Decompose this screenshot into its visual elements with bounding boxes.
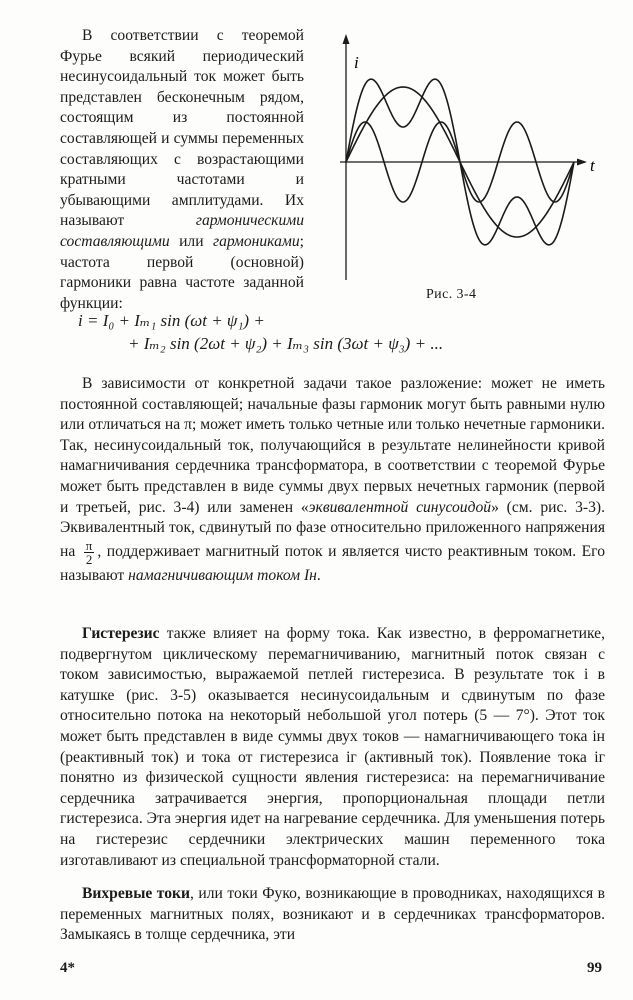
term-magnetizing-current: намагничивающим током Iн: [128, 566, 317, 584]
paragraph-a-part1: В зависимости от конкретной задачи такое разложение: может не иметь постоянной составляющей; начальные фазы гармоник могут быть равными нулю или отличаться на π; может иметь только четные или только нечетные гармоники. Так, несинусоидальный ток, получающийся в результате нелинейности кривой намагничивания сердечника трансформатора, в соответствии с теоремой Фурье может быть представлен в виде суммы двух первых нечетных гармоник (первой и третьей, рис. 3-4) или заменен «: [60, 375, 605, 516]
term-equivalent-sinusoid: эквивалентной синусоидой: [308, 498, 492, 516]
waveform-diagram: [334, 22, 614, 312]
paragraph-c-text: , или токи Фуко, возникающие в проводниках, находящихся в переменных магнитных полях, возникают и в сердечниках трансформаторов. Замыкаясь в толще сердечника, эти: [60, 885, 605, 944]
formula-line-2: + Iₘ₂ sin (2ωt + ψ₂) + Iₘ₃ sin (3ωt + ψ₃) + ...: [128, 334, 444, 353]
figure-3-4: [334, 22, 614, 312]
intro-tail: ; частота первой (основной) гармоники равна частоте заданной функции:: [60, 232, 304, 312]
signature-mark: 4*: [60, 960, 75, 976]
y-axis-arrow: [343, 34, 350, 44]
paragraph-decomposition: [60, 374, 605, 586]
paragraph-a-part3: , поддерживает магнитный поток и является чисто реактивным током. Его называют: [60, 542, 605, 584]
paragraph-hysteresis: [60, 624, 605, 871]
heading-eddy-currents: Вихревые токи: [82, 885, 191, 902]
intro-term-harmonic-components: гармоническими составляющими: [60, 212, 304, 250]
paragraph-a-part2: » (см. рис. 3-3). Эквивалентный ток, сдвинутый по фазе относительно приложенного напряжения на: [60, 498, 605, 560]
paragraph-eddy-currents: [60, 884, 605, 946]
x-axis-arrow: [577, 159, 587, 166]
fraction-denominator: 2: [85, 551, 93, 567]
intro-text: В соответствии с теоремой Фурье всякий периодический несинусоидальный ток может быть представлен бесконечным рядом, состоящим из постоянной составляющей и суммы переменных составляющих с возрастающими кратными частотами и убывающими амплитудами. Их называют: [60, 27, 304, 230]
figure-caption: Рис. 3-4: [426, 287, 477, 302]
axis-label-t: t: [590, 156, 595, 175]
heading-hysteresis: Гистерезис: [82, 625, 160, 642]
intro-paragraph: [60, 26, 304, 314]
paragraph-b-text: также влияет на форму тока. Как известно, в ферромагнетике, подвергнутом циклическому перемагничиванию, магнитный поток связан с током зависимостью, выражаемой петлей гистерезиса. В результате ток i в катушке (рис. 3-5) оказывается несинусоидальным и сдвинутым по фазе относительно потока на некоторый небольшой угол потерь (5 — 7°). Этот ток может быть представлен в виде суммы двух токов — намагничивающего тока iн (реактивный ток) и тока от гистерезиса iг (активный ток). Появление тока iг понятно из физической сущности явления гистерезиса: на перемагничивание сердечника затрачивается энергия, пропорциональная площади петли гистерезиса. Эта энергия идет на нагревание сердечника. Для уменьшения потерь на гистерезис сердечники электрических машин переменного тока изготавливают из специальной трансформаторной стали.: [60, 625, 605, 869]
page-number: 99: [587, 960, 602, 976]
axis-label-i: i: [354, 53, 359, 72]
intro-or: или: [179, 232, 204, 250]
fraction-numerator: π: [85, 537, 93, 553]
formula-line-1: i = I₀ + Iₘ₁ sin (ωt + ψ₁) +: [78, 311, 265, 330]
paragraph-a-part4: .: [316, 566, 321, 584]
intro-term-harmonics: гармониками: [213, 232, 300, 250]
fraction-pi-over-2: [84, 539, 95, 566]
